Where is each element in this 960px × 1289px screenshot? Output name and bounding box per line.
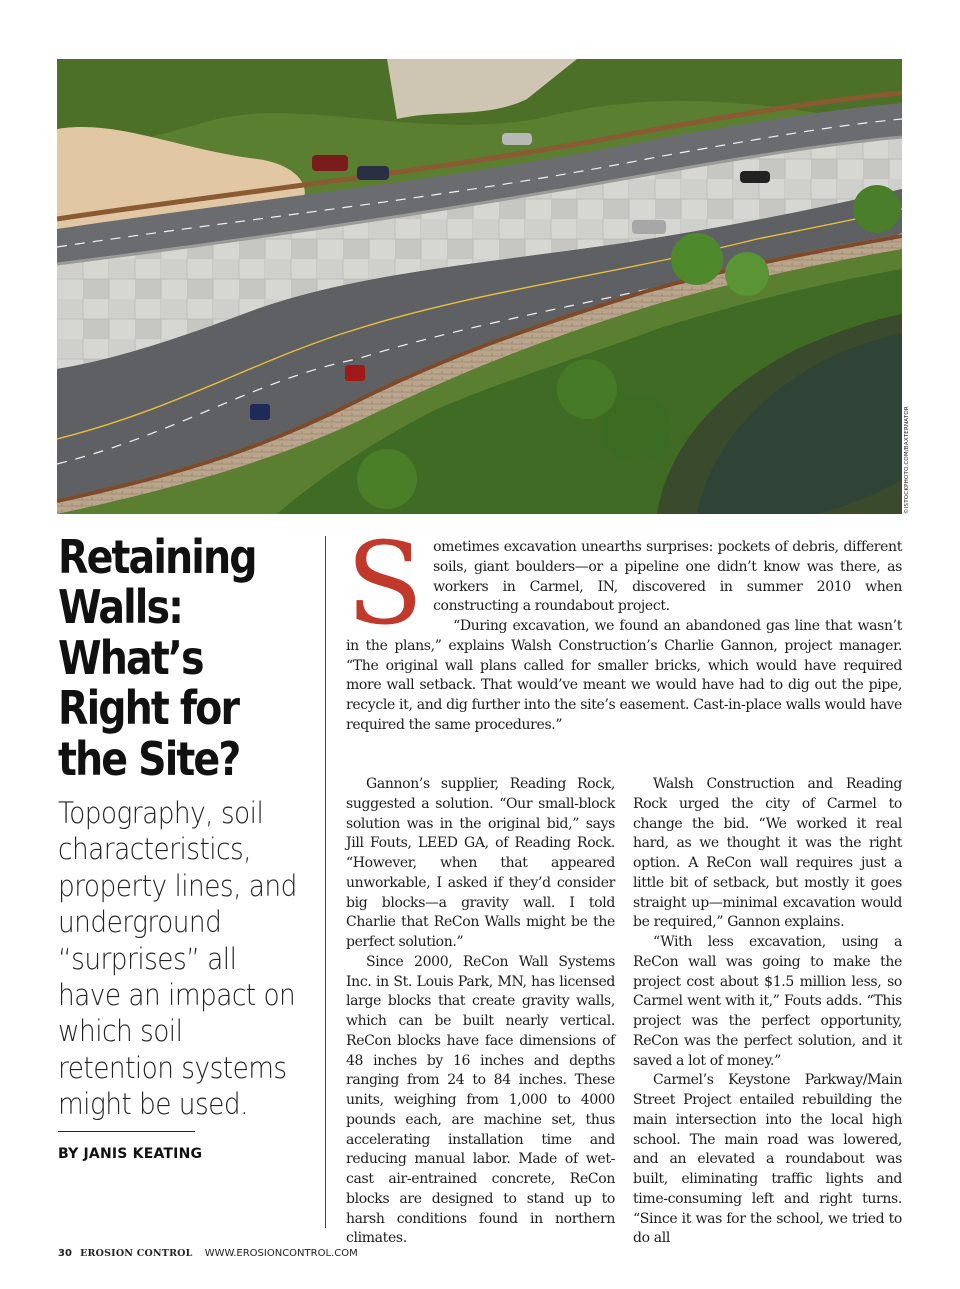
body-paragraph: Carmel’s Keystone Parkway/Main Street Project entailed rebuilding the main intersection into the local high school. The main road was lowered, and an elevated a roundabout was built, eliminating traffic lights and time-consuming left and right turns. “Since it was for the school, we tried to do all xyxy=(633,1072,902,1247)
article-title: Retaining Walls: What’s Right for the Site? xyxy=(58,530,256,786)
byline: BY JANIS KEATING xyxy=(58,1146,203,1162)
page-footer xyxy=(58,1248,358,1259)
drop-cap: S xyxy=(346,518,424,650)
highway-retaining-wall-photo xyxy=(57,59,902,514)
article-deck: Topography, soil characteristics, property lines, and underground “surprises” all have an impact on which soil retention systems might be used. xyxy=(58,796,297,1122)
column-divider xyxy=(325,536,326,1228)
body-paragraph: “With less excavation, using a ReCon wall was going to make the project cost about $1.5 million less, so Carmel went with it,” Fouts adds. “This project was the perfect opportunity, ReCon was the perfect solution, and it saved a lot of money.” xyxy=(633,934,902,1069)
page-number: 30 xyxy=(58,1248,72,1259)
body-column-right xyxy=(633,775,902,1249)
byline-rule xyxy=(58,1131,195,1132)
body-paragraph: Gannon’s supplier, Reading Rock, suggested a solution. “Our small-block solution was in the original bid,” says Jill Fouts, LEED GA, of Reading Rock. “However, when that appeared unworkable, I asked if they’d consider big blocks—a gravity wall. I told Charlie that ReCon Walls might be the perfect solution.” xyxy=(346,776,615,950)
hero-photo xyxy=(57,59,902,514)
intro-text xyxy=(346,518,902,736)
body-paragraph: Walsh Construction and Reading Rock urged the city of Carmel to change the bid. “We worked it real hard, as we thought it was the right option. A ReCon wall requires just a little bit of setback, but mostly it goes straight up—minimal excavation would be required,” Gannon explains. xyxy=(633,776,902,931)
website-url: WWW.EROSIONCONTROL.COM xyxy=(204,1248,358,1259)
magazine-name: EROSION CONTROL xyxy=(80,1248,193,1259)
body-paragraph: Since 2000, ReCon Wall Systems Inc. in St. Louis Park, MN, has licensed large blocks that create gravity walls, which can be built nearly vertical. ReCon blocks have face dimensions of 48 inches by 16 inches and depths ranging from 24 to 84 inches. These units, weighing from 1,000 to 4000 pounds each, are machine set, thus accelerating installation time and reducing manual labor. Made of wet-cast air-entrained concrete, ReCon blocks are designed to stand up to harsh conditions found in northern climates. xyxy=(346,953,615,1247)
body-column-left xyxy=(346,775,615,1249)
photo-credit: ©ISTOCKPHOTO.COM/BAXTERNATOR xyxy=(904,406,910,514)
intro-paragraph: “During excavation, we found an abandoned gas line that wasn’t in the plans,” explains Walsh Construction’s Charlie Gannon, project manager. “The original wall plans called for smaller bricks, which would have required more wall setback. That would’ve meant we would have had to dig out the pipe, recycle it, and dig further into the site’s easement. Cast-in-place walls would have required the same procedures.” xyxy=(346,618,902,733)
intro-paragraph: ometimes excavation unearths surprises: pockets of debris, different soils, giant boulders—or a pipeline one didn’t know was there, as workers in Carmel, IN, discovered in summer 2010 when constructing a roundabout project. xyxy=(433,539,902,615)
